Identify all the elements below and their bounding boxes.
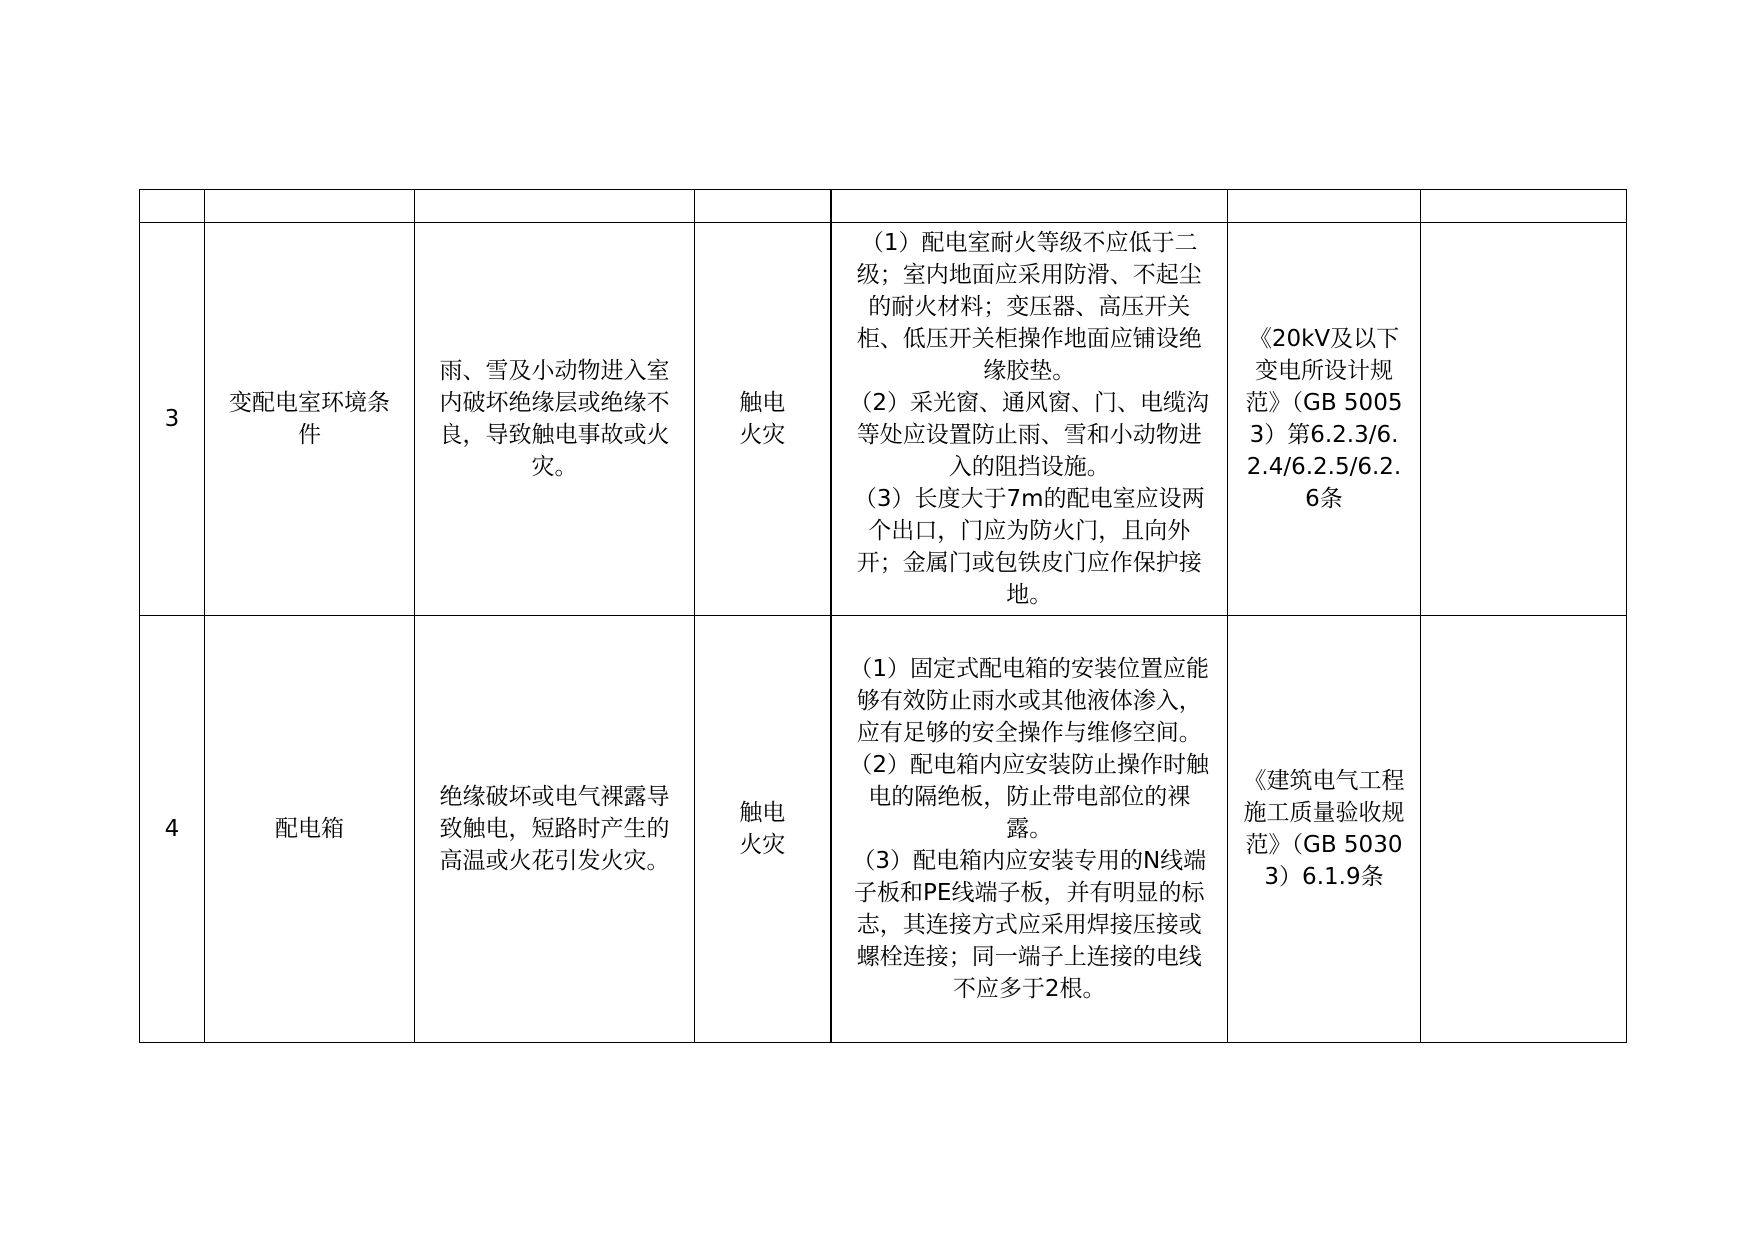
measure-item: （1）配电室耐火等级不应低于二级；室内地面应采用防滑、不起尘的耐火材料；变压器、高压开关柜、低压开关柜操作地面应铺设绝缘胶垫。 [856, 230, 1202, 384]
header-cell [695, 190, 831, 223]
header-cell [415, 190, 695, 223]
header-cell [1228, 190, 1421, 223]
header-cell [1421, 190, 1627, 223]
table-header-row [140, 190, 1627, 223]
measure-item: （3）长度大于7m的配电室应设两个出口，门应为防火门，且向外开；金属门或包铁皮门应作保护接地。 [853, 486, 1205, 608]
measures-cell [831, 223, 1228, 616]
measure-item: （2）配电箱内应安装防止操作时触电的隔绝板，防止带电部位的裸露。 [849, 752, 1210, 842]
consequence-cell [695, 223, 831, 616]
consequence-cell [695, 616, 831, 1043]
hazard-description: 雨、雪及小动物进入室内破坏绝缘层或绝缘不良，导致触电事故或火灾。 [439, 358, 670, 480]
table-row [140, 223, 1627, 616]
hazard-cell [415, 223, 695, 616]
header-cell [831, 190, 1228, 223]
regulation-basis: 《建筑电气工程施工质量验收规范》（GB 50303）6.1.9条 [1243, 768, 1405, 890]
measure-item: （2）采光窗、通风窗、门、电缆沟等处应设置防止雨、雪和小动物进入的阻挡设施。 [849, 390, 1210, 480]
table-row [140, 616, 1627, 1043]
hazard-description: 绝缘破坏或电气裸露导致触电，短路时产生的高温或火花引发火灾。 [439, 784, 670, 874]
header-cell [205, 190, 415, 223]
item-name: 变配电室环境条件 [229, 390, 390, 448]
measures-cell [831, 616, 1228, 1043]
hazard-cell [415, 616, 695, 1043]
row-number: 4 [140, 616, 205, 1043]
consequence: 触电火灾 [739, 800, 786, 858]
item-cell [205, 223, 415, 616]
hazard-table [139, 189, 1627, 1043]
measure-item: （3）配电箱内应安装专用的N线端子板和PE线端子板，并有明显的标志，其连接方式应采用焊接压接或螺栓连接；同一端子上连接的电线不应多于2根。 [852, 848, 1207, 1002]
item-name: 配电箱 [275, 816, 344, 842]
basis-cell [1228, 223, 1421, 616]
remark-cell [1421, 616, 1627, 1043]
remark-cell [1421, 223, 1627, 616]
measure-item: （1）固定式配电箱的安装位置应能够有效防止雨水或其他液体渗入，应有足够的安全操作与维修空间。 [849, 656, 1210, 746]
header-cell [140, 190, 205, 223]
row-number: 3 [140, 223, 205, 616]
basis-cell [1228, 616, 1421, 1043]
item-cell [205, 616, 415, 1043]
consequence: 触电火灾 [739, 390, 786, 448]
regulation-basis: 《20kV及以下变电所设计规范》（GB 50053）第6.2.3/6.2.4/6.2.5/6.2.6条 [1245, 326, 1403, 512]
